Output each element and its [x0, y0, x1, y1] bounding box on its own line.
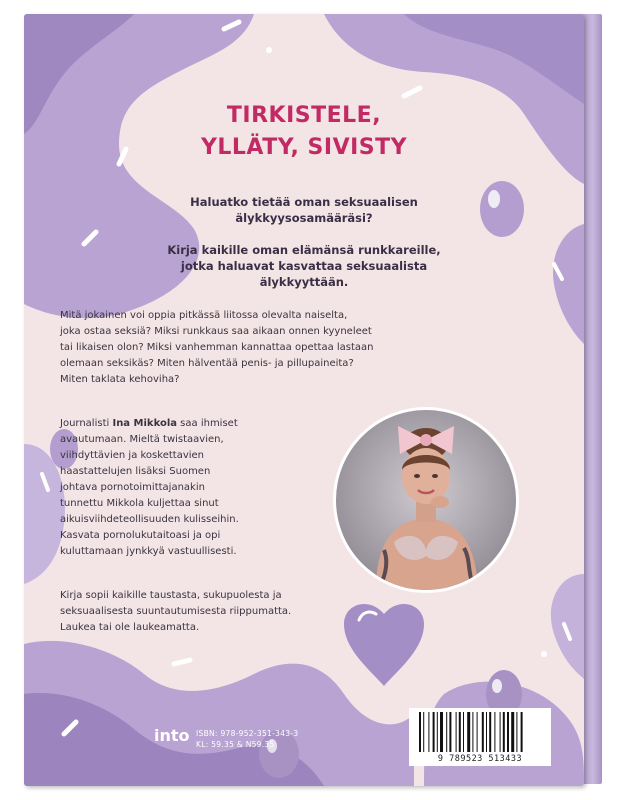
book-back-cover	[24, 14, 584, 786]
blurb-lead-rest: saa ihmiset	[177, 418, 238, 429]
blurb-line: seksuaalisesta suuntautumisesta riippumatta.	[60, 606, 292, 617]
blurb-paragraph-2	[60, 416, 350, 560]
barcode-bar	[423, 712, 424, 752]
barcode-bar	[521, 712, 523, 752]
isbn-number: ISBN: 978-952-351-343-3	[196, 729, 299, 738]
barcode-bar	[507, 712, 509, 752]
library-classification: KL: 59.35 & N59.35	[196, 740, 275, 749]
intro-line: älykkyyttään.	[259, 275, 349, 289]
barcode-bar	[433, 712, 435, 752]
blurb-line: joka ostaa seksiä? Miksi runkkaus saa aikaan onnen kyyneleet	[60, 326, 372, 337]
barcode-bar	[503, 712, 505, 752]
barcode	[409, 708, 551, 766]
blurb-paragraph-3	[60, 588, 480, 636]
intro-line: jotka haluavat kasvattaa seksuaalista	[180, 259, 428, 273]
intro-tagline	[114, 242, 494, 290]
barcode-bar	[459, 712, 461, 752]
headline-line: YLLÄTY, SIVISTY	[200, 135, 408, 160]
blurb-line	[60, 416, 350, 432]
barcode-bar	[486, 712, 487, 752]
barcode-bar	[477, 712, 478, 752]
barcode-bar	[489, 712, 491, 752]
blurb-line: Miten taklata kehoviha?	[60, 374, 180, 385]
isbn-info	[196, 728, 298, 750]
author-portrait	[333, 407, 519, 593]
blurb-line: haastattelujen lisäksi Suomen	[60, 466, 211, 477]
headline-line: TIRKISTELE,	[226, 103, 382, 128]
blurb-line: Mitä jokainen voi oppia pitkässä liitossa olevalta naiselta,	[60, 310, 348, 321]
blurb-line: aikuisviihdeteollisuuden kulisseihin.	[60, 514, 239, 525]
barcode-bar	[516, 712, 517, 752]
blurb-lead: Journalisti	[60, 418, 110, 429]
barcode-bar	[440, 712, 443, 752]
blurb-line: tai likaisen olon? Miksi vanhemman kannattaa opettaa lastaan	[60, 342, 374, 353]
blurb-line: Kasvata pornolukutaitoasi ja opi	[60, 530, 221, 541]
barcode-bar	[500, 712, 501, 752]
blurb-line: johtava pornotoimittajanakin	[60, 482, 205, 493]
author-photo-illustration	[336, 410, 516, 590]
blurb-paragraph-1	[60, 308, 480, 388]
barcode-bar	[467, 712, 470, 752]
author-name: Ina Mikkola	[112, 418, 177, 429]
blurb-line: avautumaan. Mieltä twistaavien,	[60, 434, 224, 445]
headline	[24, 100, 584, 164]
blurb-line: tunnettu Mikkola kuljettaa sinut	[60, 498, 219, 509]
blurb-line: kuluttamaan jynkkyä vastuullisesti.	[60, 546, 237, 557]
barcode-bar	[446, 712, 447, 752]
blurb-line: Kirja sopii kaikille taustasta, sukupuolesta ja	[60, 590, 282, 601]
blurb-line: viihdyttävien ja koskettavien	[60, 450, 205, 461]
blurb-line: Laukea tai ole laukeamatta.	[60, 622, 200, 633]
barcode-bar	[482, 712, 484, 752]
barcode-number: 9 789523 513433	[437, 754, 523, 764]
blurb-line: olemaan seksikäs? Miten hälventää penis- ja pillupaineita?	[60, 358, 354, 369]
barcode-bar	[511, 712, 514, 752]
intro-question	[114, 194, 494, 226]
barcode-bar	[494, 712, 495, 752]
barcode-bar	[472, 712, 473, 752]
intro-line: Kirja kaikille oman elämänsä runkkareille,	[167, 243, 441, 257]
barcode-bar	[463, 712, 464, 752]
publisher-logo: into	[154, 726, 190, 745]
barcode-bar	[437, 712, 438, 752]
intro-line: Haluatko tietää oman seksuaalisen	[190, 195, 418, 209]
barcode-bar	[449, 712, 451, 752]
intro-text	[114, 194, 494, 306]
barcode-bar	[456, 712, 457, 752]
barcode-bar	[428, 712, 429, 752]
intro-line: älykkyysosamääräsi?	[235, 211, 373, 225]
barcode-bars	[409, 708, 551, 754]
barcode-bar	[419, 712, 421, 752]
